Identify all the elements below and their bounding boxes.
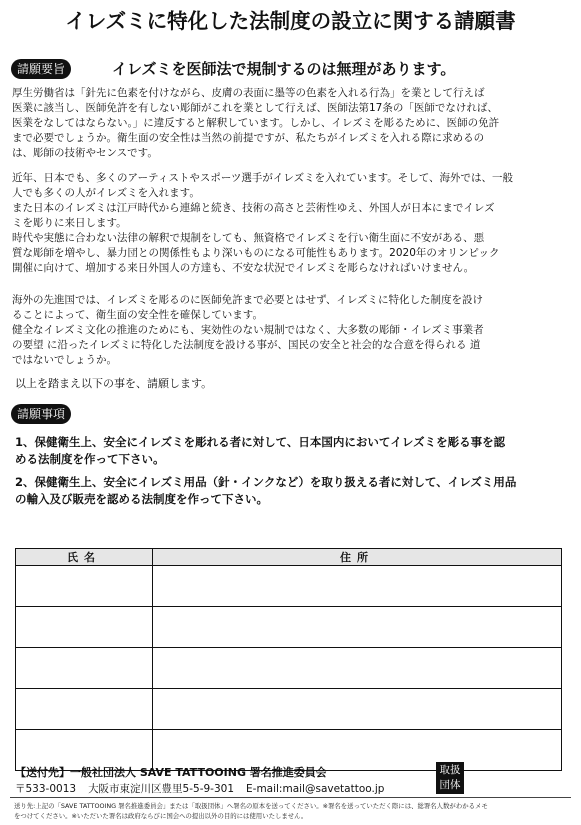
table-row xyxy=(16,566,562,607)
table-row xyxy=(16,607,562,648)
text-line: 医業をなしてはならない。」に違反すると解釈しています。しかし、イレズミを彫るために、医師の免許 xyxy=(12,117,500,129)
text-line: 1、保健衛生上、安全にイレズミを彫れる者に対して、日本国内においてイレズミを彫る事を認 xyxy=(15,435,506,449)
text-line: 時代や実態に合わない法律の解釈で規制をしても、無資格でイレズミを行い衛生面に不安がある、悪 xyxy=(12,232,485,244)
footnote-line: をつけてください。※いただいた署名は政府ならびに国会への提出以外の目的には使用いたしません。 xyxy=(14,812,308,820)
signature-table-header xyxy=(16,549,562,566)
text-line: また日本のイレズミは江戸時代から連綿と続き、技術の高さと芸術性ゆえ、外国人が日本にまでイレズ xyxy=(12,202,495,214)
stamp-line: 団体 xyxy=(439,779,461,791)
text-line: まで必要でしょうか。衛生面の安全性は当然の前提ですが、私たちがイレズミを入れる際に求めるの xyxy=(12,132,485,144)
text-line: の輸入及び販売を認める法制度を作って下さい。 xyxy=(15,492,268,506)
request-item-2 xyxy=(15,474,570,508)
signature-table xyxy=(15,548,562,771)
send-to-organization: 【送付先】一般社団法人 SAVE TATTOOING 署名推進委員会 xyxy=(15,766,327,779)
text-line: ではないでしょうか。 xyxy=(12,354,117,366)
table-row xyxy=(16,648,562,689)
summary-headline: イレズミを医師法で規制するのは無理があります。 xyxy=(112,60,456,78)
text-line: 質な彫師を増やし、暴力団との関係性もより深いものになる可能性もあります。2020年のオリンピック xyxy=(12,247,500,259)
document-title: イレズミに特化した法制度の設立に関する請願書 xyxy=(65,9,516,33)
summary-conclusion: 以上を踏まえ以下の事を、請願します。 xyxy=(15,377,213,390)
postal-code: 〒533-0013 xyxy=(15,783,77,795)
text-line: 医業に該当し、医師免許を有しない彫師がこれを業として行えば、医師法第17条の「医師でなければ、 xyxy=(12,102,498,114)
text-line: 2、保健衛生上、安全にイレズミ用品（針・インクなど）を取り扱える者に対して、イレズミ用品 xyxy=(15,475,517,489)
name-cell[interactable] xyxy=(16,607,153,648)
address-cell[interactable] xyxy=(153,648,562,689)
request-item-1 xyxy=(15,434,570,468)
stamp-line: 取扱 xyxy=(439,764,461,776)
text-line: ることによって、衛生面の安全性を確保しています。 xyxy=(12,309,263,321)
summary-paragraph-1 xyxy=(12,86,572,161)
table-row xyxy=(16,689,562,730)
summary-paragraph-3 xyxy=(12,293,572,368)
name-cell[interactable] xyxy=(16,689,153,730)
requests-badge: 請願事項 xyxy=(11,404,71,424)
text-line: 健全なイレズミ文化の推進のためにも、実効性のない規制ではなく、大多数の彫師・イレズミ事業者 xyxy=(12,324,484,336)
handling-organization-stamp xyxy=(436,762,464,794)
text-line: 近年、日本でも、多くのアーティストやスポーツ選手がイレズミを入れています。そして、海外では、一般 xyxy=(12,172,514,184)
text-line: は、彫師の技術やセンスです。 xyxy=(12,147,158,159)
text-line: 開催に向けて、増加する来日外国人の方達も、不安な状況でイレズミを彫らなければいけません。 xyxy=(12,262,475,274)
street-address: 大阪市東淀川区豊里5-5-9-301 xyxy=(88,783,235,795)
footnote xyxy=(14,801,570,821)
text-line: める法制度を作って下さい。 xyxy=(15,452,165,466)
divider xyxy=(10,797,571,798)
name-column-header: 氏名 xyxy=(16,549,153,566)
summary-paragraph-2 xyxy=(12,171,572,276)
text-line: 厚生労働省は「針先に色素を付けながら、皮膚の表面に墨等の色素を入れる行為」を業として行えば xyxy=(12,87,485,99)
address-cell[interactable] xyxy=(153,607,562,648)
address-cell[interactable] xyxy=(153,566,562,607)
name-cell[interactable] xyxy=(16,566,153,607)
text-line: ミを彫りに来日します。 xyxy=(12,217,127,229)
email-address: E-mail:mail@savetattoo.jp xyxy=(246,783,385,795)
text-line: 海外の先進国では、イレズミを彫るのに医師免許まで必要とはせず、イレズミに特化した制度を設け xyxy=(12,294,484,306)
name-cell[interactable] xyxy=(16,648,153,689)
text-line: の要望 に沿ったイレズミに特化した法制度を設ける事が、国民の安全と社会的な合意を得られる 道 xyxy=(12,339,481,351)
address-cell[interactable] xyxy=(153,689,562,730)
text-line: 人でも多くの人がイレズミを入れます。 xyxy=(12,187,200,199)
summary-badge: 請願要旨 xyxy=(11,59,71,79)
address-column-header: 住所 xyxy=(153,549,562,566)
footnote-line: 送り先:上記の「SAVE TATTOOING 署名推進委員会」または「取扱団体」へ署名の原本を送ってください。※署名を送っていただく際には、総署名人数がわかるメモ xyxy=(14,802,488,810)
send-to-address xyxy=(15,781,396,796)
